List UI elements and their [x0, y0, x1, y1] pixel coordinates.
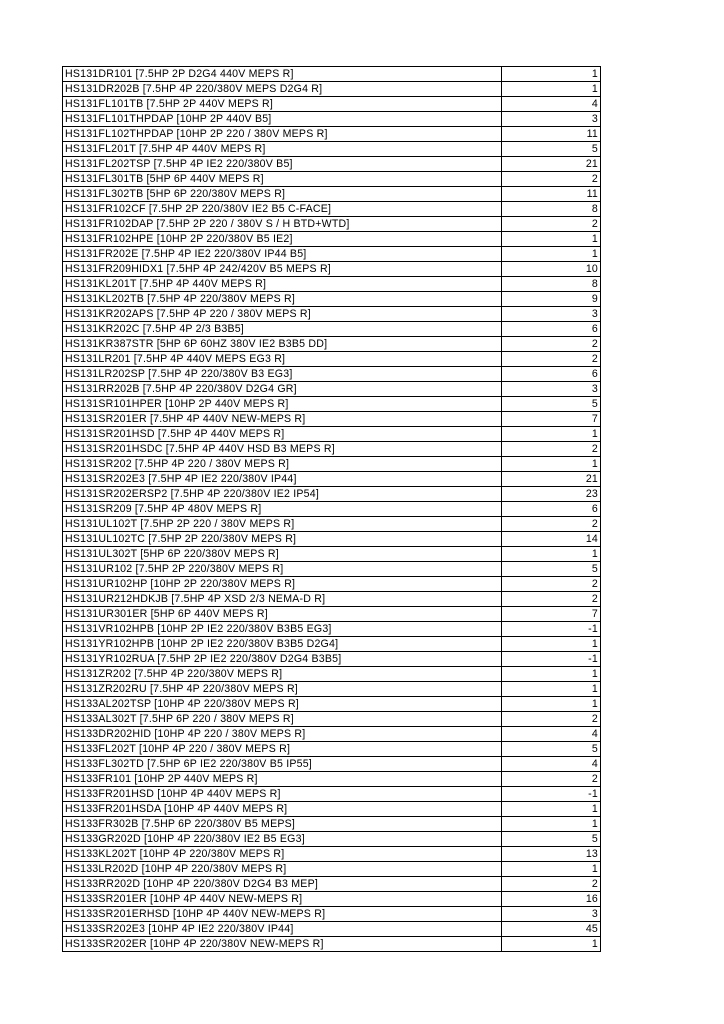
- item-description-cell: HS131FR102CF [7.5HP 2P 220/380V IE2 B5 C-FACE]: [63, 202, 502, 217]
- quantity-cell: -1: [502, 622, 601, 637]
- quantity-cell: 2: [502, 217, 601, 232]
- quantity-cell: 5: [502, 562, 601, 577]
- quantity-cell: 4: [502, 97, 601, 112]
- item-description-cell: HS133DR202HID [10HP 4P 220 / 380V MEPS R]: [63, 727, 502, 742]
- quantity-cell: 16: [502, 892, 601, 907]
- quantity-cell: 2: [502, 442, 601, 457]
- item-description-cell: HS133GR202D [10HP 4P 220/380V IE2 B5 EG3]: [63, 832, 502, 847]
- table-row: [63, 67, 601, 82]
- quantity-cell: 3: [502, 112, 601, 127]
- item-description-cell: HS131FL302TB [5HP 6P 220/380V MEPS R]: [63, 187, 502, 202]
- item-description-cell: HS131RR202B [7.5HP 4P 220/380V D2G4 GR]: [63, 382, 502, 397]
- table-row: [63, 172, 601, 187]
- item-description-cell: HS131SR201HSDC [7.5HP 4P 440V HSD B3 MEPS R]: [63, 442, 502, 457]
- quantity-cell: 9: [502, 292, 601, 307]
- table-row: [63, 442, 601, 457]
- item-description-cell: HS133SR202ER [10HP 4P 220/380V NEW-MEPS R]: [63, 937, 502, 952]
- quantity-cell: 1: [502, 637, 601, 652]
- quantity-cell: 6: [502, 322, 601, 337]
- table-row: [63, 547, 601, 562]
- table-row: [63, 307, 601, 322]
- item-description-cell: HS131UL102TC [7.5HP 2P 220/380V MEPS R]: [63, 532, 502, 547]
- table-row: [63, 457, 601, 472]
- item-description-cell: HS131VR102HPB [10HP 2P IE2 220/380V B3B5 EG3]: [63, 622, 502, 637]
- table-row: [63, 682, 601, 697]
- table-row: [63, 397, 601, 412]
- table-row: [63, 637, 601, 652]
- quantity-cell: 6: [502, 502, 601, 517]
- item-description-cell: HS131UR301ER [5HP 6P 440V MEPS R]: [63, 607, 502, 622]
- item-description-cell: HS131SR202 [7.5HP 4P 220 / 380V MEPS R]: [63, 457, 502, 472]
- quantity-cell: 21: [502, 157, 601, 172]
- quantity-cell: 7: [502, 412, 601, 427]
- table-row: [63, 922, 601, 937]
- table-row: [63, 862, 601, 877]
- item-description-cell: HS131SR201ER [7.5HP 4P 440V NEW-MEPS R]: [63, 412, 502, 427]
- table-row: [63, 832, 601, 847]
- quantity-cell: 6: [502, 367, 601, 382]
- table-row: [63, 697, 601, 712]
- table-row: [63, 367, 601, 382]
- table-row: [63, 847, 601, 862]
- table-row: [63, 217, 601, 232]
- quantity-cell: 2: [502, 352, 601, 367]
- table-row: [63, 667, 601, 682]
- quantity-cell: 5: [502, 832, 601, 847]
- table-row: [63, 817, 601, 832]
- item-description-cell: HS131KR387STR [5HP 6P 60HZ 380V IE2 B3B5 DD]: [63, 337, 502, 352]
- quantity-cell: 1: [502, 247, 601, 262]
- item-description-cell: HS131FL202TSP [7.5HP 4P IE2 220/380V B5]: [63, 157, 502, 172]
- table-row: [63, 322, 601, 337]
- table-row: [63, 712, 601, 727]
- item-description-cell: HS133SR202E3 [10HP 4P IE2 220/380V IP44]: [63, 922, 502, 937]
- table-row: [63, 427, 601, 442]
- table-row: [63, 577, 601, 592]
- quantity-cell: 2: [502, 712, 601, 727]
- table-row: [63, 532, 601, 547]
- table-row: [63, 727, 601, 742]
- item-description-cell: HS133AL202TSP [10HP 4P 220/380V MEPS R]: [63, 697, 502, 712]
- table-row: [63, 232, 601, 247]
- quantity-cell: 13: [502, 847, 601, 862]
- quantity-cell: 1: [502, 67, 601, 82]
- item-description-cell: HS133FL302TD [7.5HP 6P IE2 220/380V B5 IP55]: [63, 757, 502, 772]
- item-description-cell: HS131UR102HP [10HP 2P 220/380V MEPS R]: [63, 577, 502, 592]
- quantity-cell: 1: [502, 547, 601, 562]
- table-row: [63, 382, 601, 397]
- quantity-cell: 11: [502, 187, 601, 202]
- quantity-cell: 2: [502, 877, 601, 892]
- quantity-cell: 1: [502, 862, 601, 877]
- item-description-cell: HS131DR202B [7.5HP 4P 220/380V MEPS D2G4 R]: [63, 82, 502, 97]
- quantity-cell: 4: [502, 727, 601, 742]
- table-row: [63, 772, 601, 787]
- quantity-cell: 1: [502, 697, 601, 712]
- item-description-cell: HS131ZR202 [7.5HP 4P 220/380V MEPS R]: [63, 667, 502, 682]
- quantity-cell: 1: [502, 802, 601, 817]
- table-row: [63, 262, 601, 277]
- item-description-cell: HS131FL101THPDAP [10HP 2P 440V B5]: [63, 112, 502, 127]
- quantity-cell: 1: [502, 427, 601, 442]
- table-row: [63, 907, 601, 922]
- item-description-cell: HS131KL201T [7.5HP 4P 440V MEPS R]: [63, 277, 502, 292]
- item-description-cell: HS131FR102HPE [10HP 2P 220/380V B5 IE2]: [63, 232, 502, 247]
- table-row: [63, 652, 601, 667]
- table-row: [63, 742, 601, 757]
- quantity-cell: 2: [502, 172, 601, 187]
- quantity-cell: 1: [502, 457, 601, 472]
- quantity-cell: 2: [502, 592, 601, 607]
- item-description-cell: HS131YR102RUA [7.5HP 2P IE2 220/380V D2G4 B3B5]: [63, 652, 502, 667]
- item-description-cell: HS131YR102HPB [10HP 2P IE2 220/380V B3B5 D2G4]: [63, 637, 502, 652]
- item-description-cell: HS131KR202C [7.5HP 4P 2/3 B3B5]: [63, 322, 502, 337]
- item-description-cell: HS131FL102THPDAP [10HP 2P 220 / 380V MEPS R]: [63, 127, 502, 142]
- quantity-cell: 1: [502, 232, 601, 247]
- quantity-cell: 1: [502, 937, 601, 952]
- table-row: [63, 517, 601, 532]
- quantity-cell: 2: [502, 337, 601, 352]
- item-description-cell: HS131ZR202RU [7.5HP 4P 220/380V MEPS R]: [63, 682, 502, 697]
- quantity-cell: 1: [502, 682, 601, 697]
- item-description-cell: HS133SR201ERHSD [10HP 4P 440V NEW-MEPS R]: [63, 907, 502, 922]
- table-row: [63, 787, 601, 802]
- table-row: [63, 877, 601, 892]
- table-row: [63, 472, 601, 487]
- item-description-cell: HS131SR201HSD [7.5HP 4P 440V MEPS R]: [63, 427, 502, 442]
- item-description-cell: HS133FR302B [7.5HP 6P 220/380V B5 MEPS]: [63, 817, 502, 832]
- item-description-cell: HS131DR101 [7.5HP 2P D2G4 440V MEPS R]: [63, 67, 502, 82]
- item-description-cell: HS131UL302T [5HP 6P 220/380V MEPS R]: [63, 547, 502, 562]
- quantity-cell: 4: [502, 757, 601, 772]
- table-row: [63, 592, 601, 607]
- item-description-cell: HS133FR101 [10HP 2P 440V MEPS R]: [63, 772, 502, 787]
- inventory-table: [62, 66, 601, 952]
- quantity-cell: 14: [502, 532, 601, 547]
- item-description-cell: HS131UL102T [7.5HP 2P 220 / 380V MEPS R]: [63, 517, 502, 532]
- table-row: [63, 202, 601, 217]
- table-row: [63, 127, 601, 142]
- table-row: [63, 97, 601, 112]
- item-description-cell: HS131FL301TB [5HP 6P 440V MEPS R]: [63, 172, 502, 187]
- table-row: [63, 337, 601, 352]
- table-row: [63, 412, 601, 427]
- table-row: [63, 562, 601, 577]
- table-row: [63, 937, 601, 952]
- table-row: [63, 157, 601, 172]
- quantity-cell: 3: [502, 907, 601, 922]
- item-description-cell: HS131UR212HDKJB [7.5HP 4P XSD 2/3 NEMA-D R]: [63, 592, 502, 607]
- quantity-cell: -1: [502, 652, 601, 667]
- item-description-cell: HS131SR202E3 [7.5HP 4P IE2 220/380V IP44]: [63, 472, 502, 487]
- quantity-cell: 3: [502, 382, 601, 397]
- item-description-cell: HS133KL202T [10HP 4P 220/380V MEPS R]: [63, 847, 502, 862]
- item-description-cell: HS131UR102 [7.5HP 2P 220/380V MEPS R]: [63, 562, 502, 577]
- item-description-cell: HS131FR102DAP [7.5HP 2P 220 / 380V S / H BTD+WTD]: [63, 217, 502, 232]
- item-description-cell: HS131SR202ERSP2 [7.5HP 4P 220/380V IE2 IP54]: [63, 487, 502, 502]
- quantity-cell: 5: [502, 397, 601, 412]
- item-description-cell: HS133LR202D [10HP 4P 220/380V MEPS R]: [63, 862, 502, 877]
- table-row: [63, 607, 601, 622]
- item-description-cell: HS133FR201HSDA [10HP 4P 440V MEPS R]: [63, 802, 502, 817]
- item-description-cell: HS131LR202SP [7.5HP 4P 220/380V B3 EG3]: [63, 367, 502, 382]
- quantity-cell: 23: [502, 487, 601, 502]
- quantity-cell: 2: [502, 517, 601, 532]
- table-row: [63, 352, 601, 367]
- item-description-cell: HS133FR201HSD [10HP 4P 440V MEPS R]: [63, 787, 502, 802]
- item-description-cell: HS131FL101TB [7.5HP 2P 440V MEPS R]: [63, 97, 502, 112]
- item-description-cell: HS131LR201 [7.5HP 4P 440V MEPS EG3 R]: [63, 352, 502, 367]
- quantity-cell: 11: [502, 127, 601, 142]
- table-row: [63, 112, 601, 127]
- quantity-cell: 8: [502, 277, 601, 292]
- inventory-table-body: [63, 67, 601, 952]
- quantity-cell: 2: [502, 772, 601, 787]
- table-row: [63, 277, 601, 292]
- quantity-cell: 1: [502, 817, 601, 832]
- table-row: [63, 292, 601, 307]
- item-description-cell: HS131KR202APS [7.5HP 4P 220 / 380V MEPS R]: [63, 307, 502, 322]
- item-description-cell: HS131FR209HIDX1 [7.5HP 4P 242/420V B5 MEPS R]: [63, 262, 502, 277]
- table-row: [63, 187, 601, 202]
- quantity-cell: 7: [502, 607, 601, 622]
- quantity-cell: 1: [502, 82, 601, 97]
- quantity-cell: 8: [502, 202, 601, 217]
- table-row: [63, 142, 601, 157]
- quantity-cell: -1: [502, 787, 601, 802]
- table-row: [63, 82, 601, 97]
- table-row: [63, 892, 601, 907]
- quantity-cell: 10: [502, 262, 601, 277]
- item-description-cell: HS133FL202T [10HP 4P 220 / 380V MEPS R]: [63, 742, 502, 757]
- table-row: [63, 622, 601, 637]
- table-row: [63, 757, 601, 772]
- quantity-cell: 45: [502, 922, 601, 937]
- table-row: [63, 502, 601, 517]
- quantity-cell: 5: [502, 142, 601, 157]
- table-row: [63, 247, 601, 262]
- table-row: [63, 487, 601, 502]
- item-description-cell: HS131SR209 [7.5HP 4P 480V MEPS R]: [63, 502, 502, 517]
- item-description-cell: HS133SR201ER [10HP 4P 440V NEW-MEPS R]: [63, 892, 502, 907]
- item-description-cell: HS131SR101HPER [10HP 2P 440V MEPS R]: [63, 397, 502, 412]
- item-description-cell: HS133AL302T [7.5HP 6P 220 / 380V MEPS R]: [63, 712, 502, 727]
- quantity-cell: 5: [502, 742, 601, 757]
- table-row: [63, 802, 601, 817]
- item-description-cell: HS131KL202TB [7.5HP 4P 220/380V MEPS R]: [63, 292, 502, 307]
- item-description-cell: HS131FR202E [7.5HP 4P IE2 220/380V IP44 B5]: [63, 247, 502, 262]
- item-description-cell: HS131FL201T [7.5HP 4P 440V MEPS R]: [63, 142, 502, 157]
- quantity-cell: 2: [502, 577, 601, 592]
- quantity-cell: 1: [502, 667, 601, 682]
- quantity-cell: 3: [502, 307, 601, 322]
- quantity-cell: 21: [502, 472, 601, 487]
- item-description-cell: HS133RR202D [10HP 4P 220/380V D2G4 B3 MEP]: [63, 877, 502, 892]
